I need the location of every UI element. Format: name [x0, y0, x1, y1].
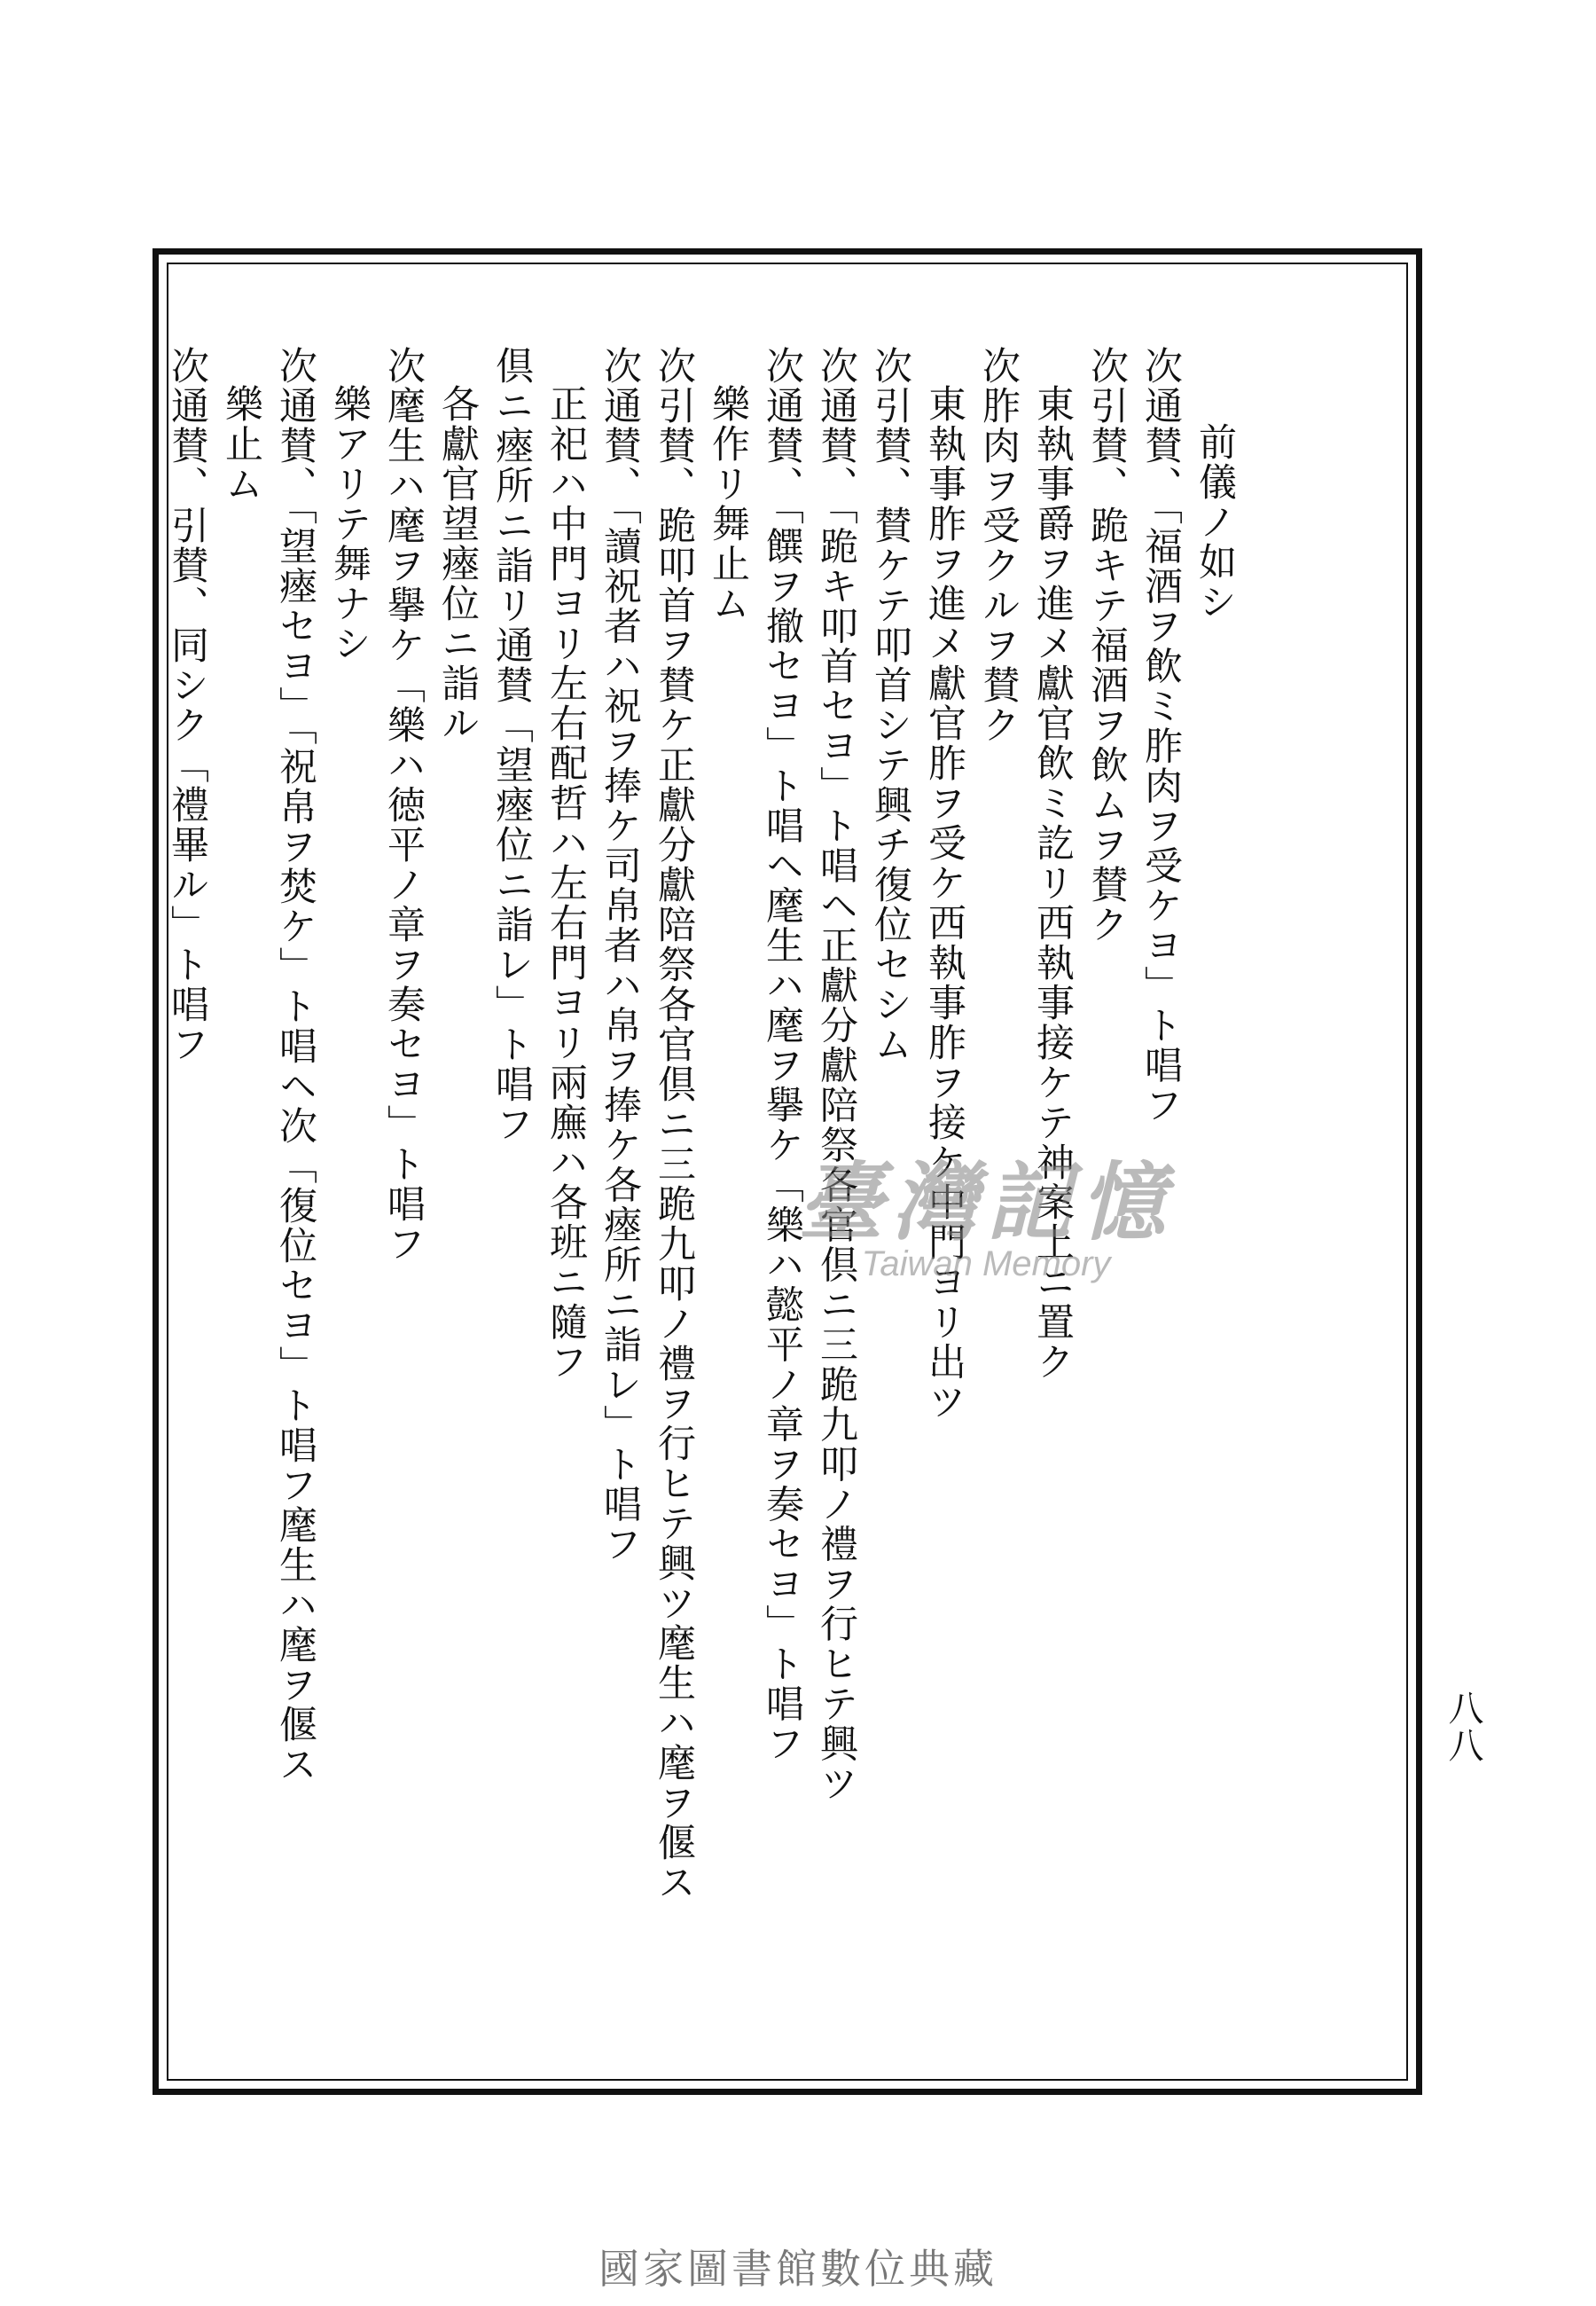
text-line: 次引賛、賛ケテ叩首シテ興チ復位セシム: [868, 346, 912, 1064]
document-text: [160, 346, 1241, 1902]
text-line: 次通賛、「饌ヲ撤セヨ」ト唱ヘ麾生ハ麾ヲ擧ケ「樂ハ懿平ノ章ヲ奏セヨ」ト唱フ: [760, 346, 804, 1764]
text-line: 前儀ノ如シ: [1193, 422, 1237, 622]
watermark-english: Taiwan Memory: [861, 1244, 1111, 1283]
text-line: 倶ニ瘞所ニ詣リ通賛「望瘞位ニ詣レ」ト唱フ: [489, 346, 534, 1144]
text-line: 次胙肉ヲ受クルヲ賛ク: [976, 346, 1021, 745]
text-line: 次引賛、跪キテ福酒ヲ飲ムヲ賛ク: [1084, 346, 1129, 945]
text-line: 樂アリテ舞ナシ: [327, 384, 372, 663]
footer-source-label: 國家圖書館數位典藏: [598, 2245, 998, 2293]
text-line: 正祀ハ中門ヨリ左右配哲ハ左右門ヨリ兩廡ハ各班ニ隨フ: [544, 384, 588, 1382]
text-line: 樂作リ舞止ム: [706, 384, 750, 624]
text-line: 次通賛、「讀祝者ハ祝ヲ捧ケ司帛者ハ帛ヲ捧ケ各瘞所ニ詣レ」ト唱フ: [598, 346, 642, 1565]
text-line: 各獻官望瘞位ニ詣ル: [435, 384, 480, 743]
text-line: 次通賛、「跪キ叩首セヨ」ト唱ヘ正獻分獻陪祭各官倶ニ三跪九叩ノ禮ヲ行ヒテ興ツ: [814, 346, 858, 1804]
text-line: 次通賛、「望瘞セヨ」「祝帛ヲ焚ケ」ト唱ヘ次「復位セヨ」ト唱フ麾生ハ麾ヲ偃ス: [273, 346, 317, 1784]
text-line: 次通賛、引賛、同シク「禮畢ル」ト唱フ: [165, 346, 209, 1064]
text-line: 次引賛、跪叩首ヲ賛ケ正獻分獻陪祭各官倶ニ三跪九叩ノ禮ヲ行ヒテ興ツ麾生ハ麾ヲ偃ス: [652, 346, 696, 1902]
text-line: 次通賛、「福酒ヲ飲ミ胙肉ヲ受ケヨ」ト唱フ: [1138, 346, 1183, 1126]
page-number: 八八: [1443, 1690, 1483, 1764]
text-line: 次麾生ハ麾ヲ擧ケ「樂ハ徳平ノ章ヲ奏セヨ」ト唱フ: [381, 346, 426, 1264]
text-line: 東執事爵ヲ進メ獻官飲ミ訖リ西執事接ケテ神案上ニ置ク: [1030, 384, 1075, 1382]
watermark-logo: [798, 1135, 1174, 1284]
text-line: 東執事胙ヲ進メ獻官胙ヲ受ケ西執事胙ヲ接ケ中門ヨリ出ツ: [922, 384, 966, 1422]
text-line: 樂止ム: [219, 384, 263, 504]
watermark-chinese: 臺灣記憶: [798, 1152, 1174, 1252]
